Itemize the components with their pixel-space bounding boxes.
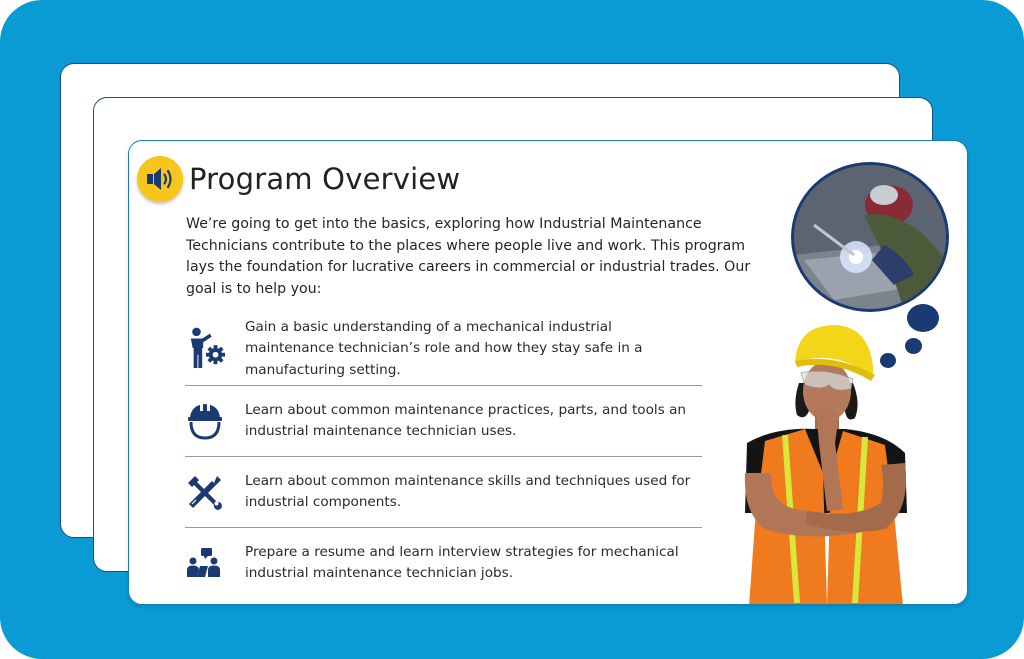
goal-text: Gain a basic understanding of a mechanical industrial maintenance technician’s role and how they stay safe in a manufacturing setting. [245, 318, 643, 378]
goal-item [185, 457, 702, 528]
goal-item [185, 311, 702, 386]
welding-photo [791, 162, 949, 312]
intro-paragraph: We’re going to get into the basics, exploring how Industrial Maintenance Technicians contribute to the places where people live and work. This program lays the foundation for lucrative careers in commercial or industrial trades. Our goal is to help you: [186, 216, 751, 297]
technician-gear-icon [187, 325, 225, 373]
interview-icon [187, 547, 223, 579]
audio-button[interactable] [137, 156, 183, 202]
goal-item [185, 528, 702, 598]
goal-text: Prepare a resume and learn interview strategies for mechanical industrial maintenance technician jobs. [245, 543, 679, 581]
goal-text: Learn about common maintenance skills and techniques used for industrial components. [245, 472, 691, 510]
goal-item [185, 386, 702, 457]
wrench-screwdriver-icon [187, 474, 223, 510]
hard-hat-icon [187, 401, 223, 441]
speaker-icon [145, 166, 175, 192]
page-title: Program Overview [189, 162, 461, 196]
thinking-worker-illustration [735, 323, 915, 605]
welding-scene-illustration [794, 165, 946, 309]
program-overview-card [128, 140, 968, 605]
goals-list [185, 311, 702, 598]
goal-text: Learn about common maintenance practices, parts, and tools an industrial maintenance technician uses. [245, 401, 687, 439]
slide-header [137, 156, 460, 202]
